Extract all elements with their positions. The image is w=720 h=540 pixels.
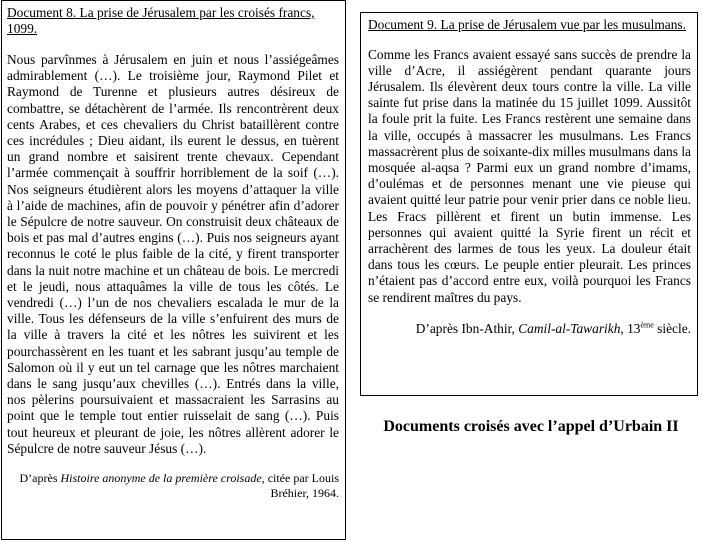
document-9-panel [360,12,698,396]
document-9-source-sup: ème [640,320,654,330]
document-8-title: Document 8. La prise de Jérusalem par les croisés francs, 1099. [7,5,315,36]
document-8-source-prefix: D’après [19,471,61,486]
document-9-source-title: Camil-al-Tawarikh [518,320,621,336]
document-9-title: Document 9. La prise de Jérusalem vue par les musulmans. [368,17,686,32]
section-heading: Documents croisés avec l’appel d’Urbain II [383,418,679,435]
document-9-source-prefix: D’après Ibn-Athir, [415,320,519,336]
document-9-source-suffix: siècle. [653,320,691,336]
document-8-panel [1,0,346,540]
document-8-text: Nous parvînmes à Jérusalem en juin et nous l’assiégeâmes admirablement (…). Le troisième jour, Raymond Pilet et Raymond de Turenne et plusieurs autres désireux de combattre, se détachèrent de l’armée. Ils rencontrèrent deux cents Arabes, et ces chevaliers du Christ bataillèrent contre ces incrédules ; Dieu aidant, ils eurent le dessus, en tuèrent un grand nombre et saisirent trente chevaux. Cependant l’armée commençait à souffrir horriblement de la soif (…). Nos seigneurs étudièrent alors les moyens d’attaquer la ville à l’aide de machines, afin de pouvoir y pénétrer afin d’adorer le Sépulcre de notre sauveur. On construisit deux châteaux de bois et pas mal d’autres engins (…). Puis nos seigneurs ayant reconnus le coté le plus faible de la cité, y firent transporter dans la nuit notre machine et un château de bois. Le mercredi et le jeudi, nous attaquâmes la ville de tous les côtés. Le vendredi (…) l’un de nos chevaliers escalada le mur de la ville. Tous les défenseurs de la ville s’enfuirent des murs de la ville à travers la cité et les nôtres les suivirent et les pourchassèrent en les tuant et les sabrant jusqu’au temple de Salomon où il y eut un tel carnage que les nôtres marchaient dans le sang jusqu’aux chevilles (…). Entrés dans la ville, nos pèlerins poursuivaient et massacraient les Sarrasins au point que le temple tout entier ruisselait de sang (…). Puis tout heureux et pleurant de joie, les nôtres allèrent adorer le Sépulcre de notre sauveur Jésus (…). [7,52,339,456]
document-9-text: Comme les Francs avaient essayé sans succès de prendre la ville d’Acre, il assiégèrent pendant quarante jours Jérusalem. Ils élevèrent deux tours contre la ville. La ville sainte fut prise dans la matinée du 15 juillet 1099. Aussitôt la foule prit la fuite. Les Francs restèrent une semaine dans la ville, occupés à massacrer les musulmans. Les Francs massacrèrent plus de soixante-dix milles musulmans dans la mosquée al-aqsa ? Parmi eux un grand nombre d’imams, d’oulémas et de personnes menant une vie pieuse qui avaient quitté leur patrie pour venir prier dans ce noble lieu. Les Fracs pillèrent et firent un butin immense. Les personnes qui avaient quitté la Syrie firent un récit et arrachèrent des larmes de tous les yeux. La douleur était dans tous les cœurs. Le peuple entier pleurait. Les princes n’étaient pas d’accord entre eux, voilà pourquoi les Francs se rendirent maîtres du pays. [368,46,691,305]
document-8-source-suffix: , citée par Louis Bréhier, 1964. [261,471,339,501]
document-8-source-title: Histoire anonyme de la première croisade [60,471,262,486]
document-8-source [7,471,339,501]
document-9-source-century: , 13 [620,320,641,336]
document-9-source [368,321,691,337]
